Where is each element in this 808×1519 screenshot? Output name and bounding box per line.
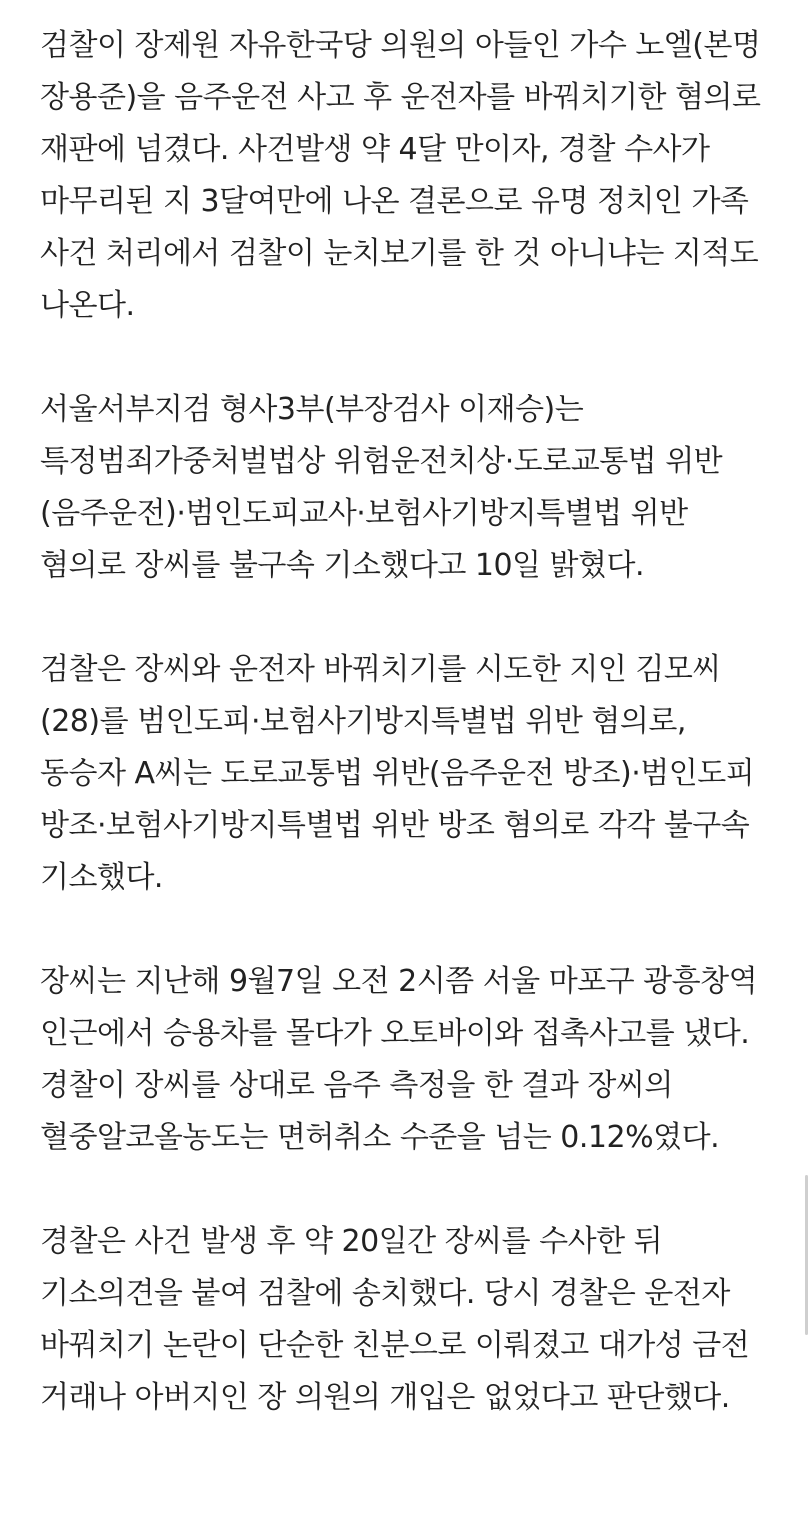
article-paragraph: 검찰은 장씨와 운전자 바꿔치기를 시도한 지인 김모씨(28)를 범인도피·보험사기방지특별법 위반 혐의로, 동승자 A씨는 도로교통법 위반(음주운전 방조)·범인도피 방조·보험사기방지특별법 위반 방조 혐의로 각각 불구속 기소했다.: [40, 652, 755, 895]
article-paragraph: 검찰이 장제원 자유한국당 의원의 아들인 가수 노엘(본명 장용준)을 음주운전 사고 후 운전자를 바꿔치기한 혐의로 재판에 넘겼다. 사건발생 약 4달 만이자, 경찰 수사가 마무리된 지 3달여만에 나온 결론으로 유명 정치인 가족 사건 처리에서 검찰이 눈치보기를 한 것 아니냐는 지적도 나온다.: [40, 28, 761, 323]
article-paragraph: 장씨는 지난해 9월7일 오전 2시쯤 서울 마포구 광흥창역 인근에서 승용차를 몰다가 오토바이와 접촉사고를 냈다. 경찰이 장씨를 상대로 음주 측정을 한 결과 장씨의 혈중알코올농도는 면허취소 수준을 넘는 0.12%였다.: [40, 964, 758, 1155]
article-paragraph: 서울서부지검 형사3부(부장검사 이재승)는 특정범죄가중처벌법상 위험운전치상·도로교통법 위반(음주운전)·범인도피교사·보험사기방지특별법 위반 혐의로 장씨를 불구속 기소했다고 10일 밝혔다.: [40, 392, 723, 583]
article-paragraph: 경찰은 사건 발생 후 약 20일간 장씨를 수사한 뒤 기소의견을 붙여 검찰에 송치했다. 당시 경찰은 운전자 바꿔치기 논란이 단순한 친분으로 이뤄졌고 대가성 금전 거래나 아버지인 장 의원의 개입은 없었다고 판단했다.: [40, 1224, 750, 1415]
article-body: [40, 20, 770, 1424]
